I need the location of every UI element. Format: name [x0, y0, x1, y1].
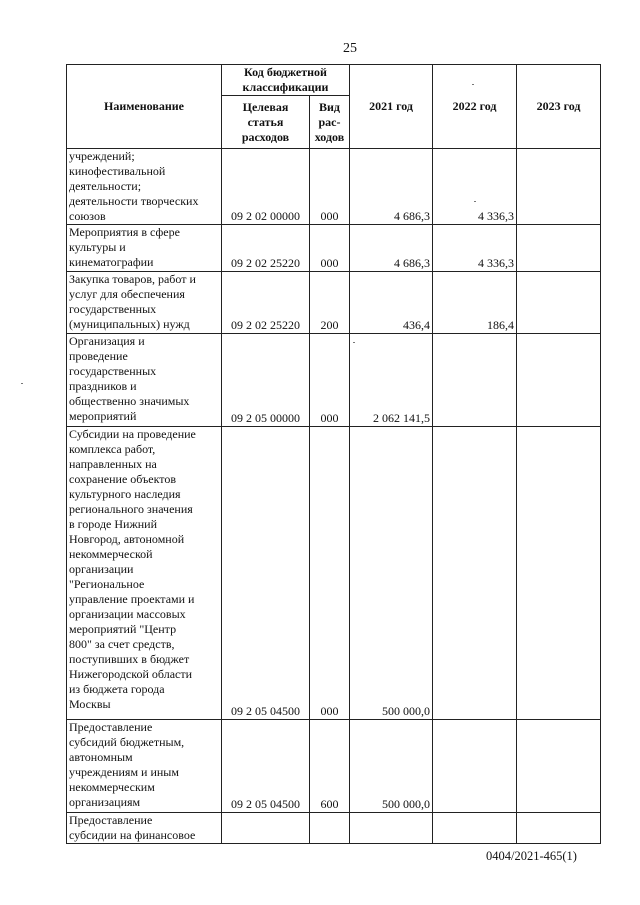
row-2022 [433, 720, 517, 813]
row-target-article: 09 2 02 00000 [222, 149, 310, 225]
row-name: учреждений; кинофестивальной деятельности; деятельности творческих союзов [67, 149, 222, 225]
scan-speck [474, 201, 476, 202]
row-expense-type: 600 [310, 720, 350, 813]
row-name: Мероприятия в сфере культуры и кинематографии [67, 225, 222, 272]
row-expense-type: 000 [310, 149, 350, 225]
row-target-article: 09 2 02 25220 [222, 272, 310, 334]
table-row [67, 427, 601, 720]
row-2023 [517, 149, 601, 225]
document-code: 0404/2021-465(1) [486, 849, 577, 863]
row-2023 [517, 272, 601, 334]
table-row [67, 225, 601, 272]
row-2023 [517, 225, 601, 272]
row-expense-type [310, 813, 350, 844]
table-row [67, 272, 601, 334]
row-2021: 500 000,0 [350, 720, 433, 813]
row-2022 [433, 813, 517, 844]
row-name: Предоставление субсидий бюджетным, автономным учреждениям и иным некоммерческим организациям [67, 720, 222, 813]
table-row [67, 720, 601, 813]
row-expense-type: 000 [310, 427, 350, 720]
row-expense-type: 000 [310, 225, 350, 272]
row-2023 [517, 813, 601, 844]
row-name: Предоставление субсидии на финансовое [67, 813, 222, 844]
row-expense-type: 000 [310, 334, 350, 427]
row-2023 [517, 427, 601, 720]
row-name: Закупка товаров, работ и услуг для обеспечения государственных (муниципальных) нужд [67, 272, 222, 334]
row-target-article: 09 2 02 25220 [222, 225, 310, 272]
header-target-article: Целевая статья расходов [222, 96, 310, 149]
row-name: Организация и проведение государственных праздников и общественно значимых мероприятий [67, 334, 222, 427]
table-row [67, 813, 601, 844]
row-target-article: 09 2 05 04500 [222, 720, 310, 813]
header-2021: 2021 год [350, 65, 433, 149]
table-row [67, 334, 601, 427]
scan-speck [21, 383, 23, 384]
row-2022: 186,4 [433, 272, 517, 334]
row-target-article [222, 813, 310, 844]
header-2023: 2023 год [517, 65, 601, 149]
header-code-group: Код бюджетной классификации [222, 65, 350, 96]
row-2023 [517, 720, 601, 813]
row-2023 [517, 334, 601, 427]
header-2022: 2022 год [433, 65, 517, 149]
row-2022: 4 336,3 [433, 225, 517, 272]
row-name: Субсидии на проведение комплекса работ, направленных на сохранение объектов культурного наследия регионального значения в городе Нижний Новгород, автономной некоммерческой организации "Региональное управление проектами и организации массовых мероприятий "Центр 800" за счет средств, поступивших в бюджет Нижегородской области из бюджета города Москвы [67, 427, 222, 720]
scan-speck [353, 342, 355, 343]
table-row [67, 149, 601, 225]
row-2022: 4 336,3 [433, 149, 517, 225]
header-expense-type: Вид рас-ходов [310, 96, 350, 149]
header-name: Наименование [67, 65, 222, 149]
row-2021: 4 686,3 [350, 225, 433, 272]
row-2022 [433, 427, 517, 720]
row-2022 [433, 334, 517, 427]
row-2021: 4 686,3 [350, 149, 433, 225]
budget-table [66, 64, 601, 844]
row-2021: 436,4 [350, 272, 433, 334]
row-2021: 500 000,0 [350, 427, 433, 720]
row-target-article: 09 2 05 00000 [222, 334, 310, 427]
row-2021: 2 062 141,5 [350, 334, 433, 427]
header-row-top [67, 65, 601, 96]
row-2021 [350, 813, 433, 844]
row-expense-type: 200 [310, 272, 350, 334]
scan-speck [472, 84, 474, 85]
row-target-article: 09 2 05 04500 [222, 427, 310, 720]
page-number: 25 [343, 41, 357, 56]
